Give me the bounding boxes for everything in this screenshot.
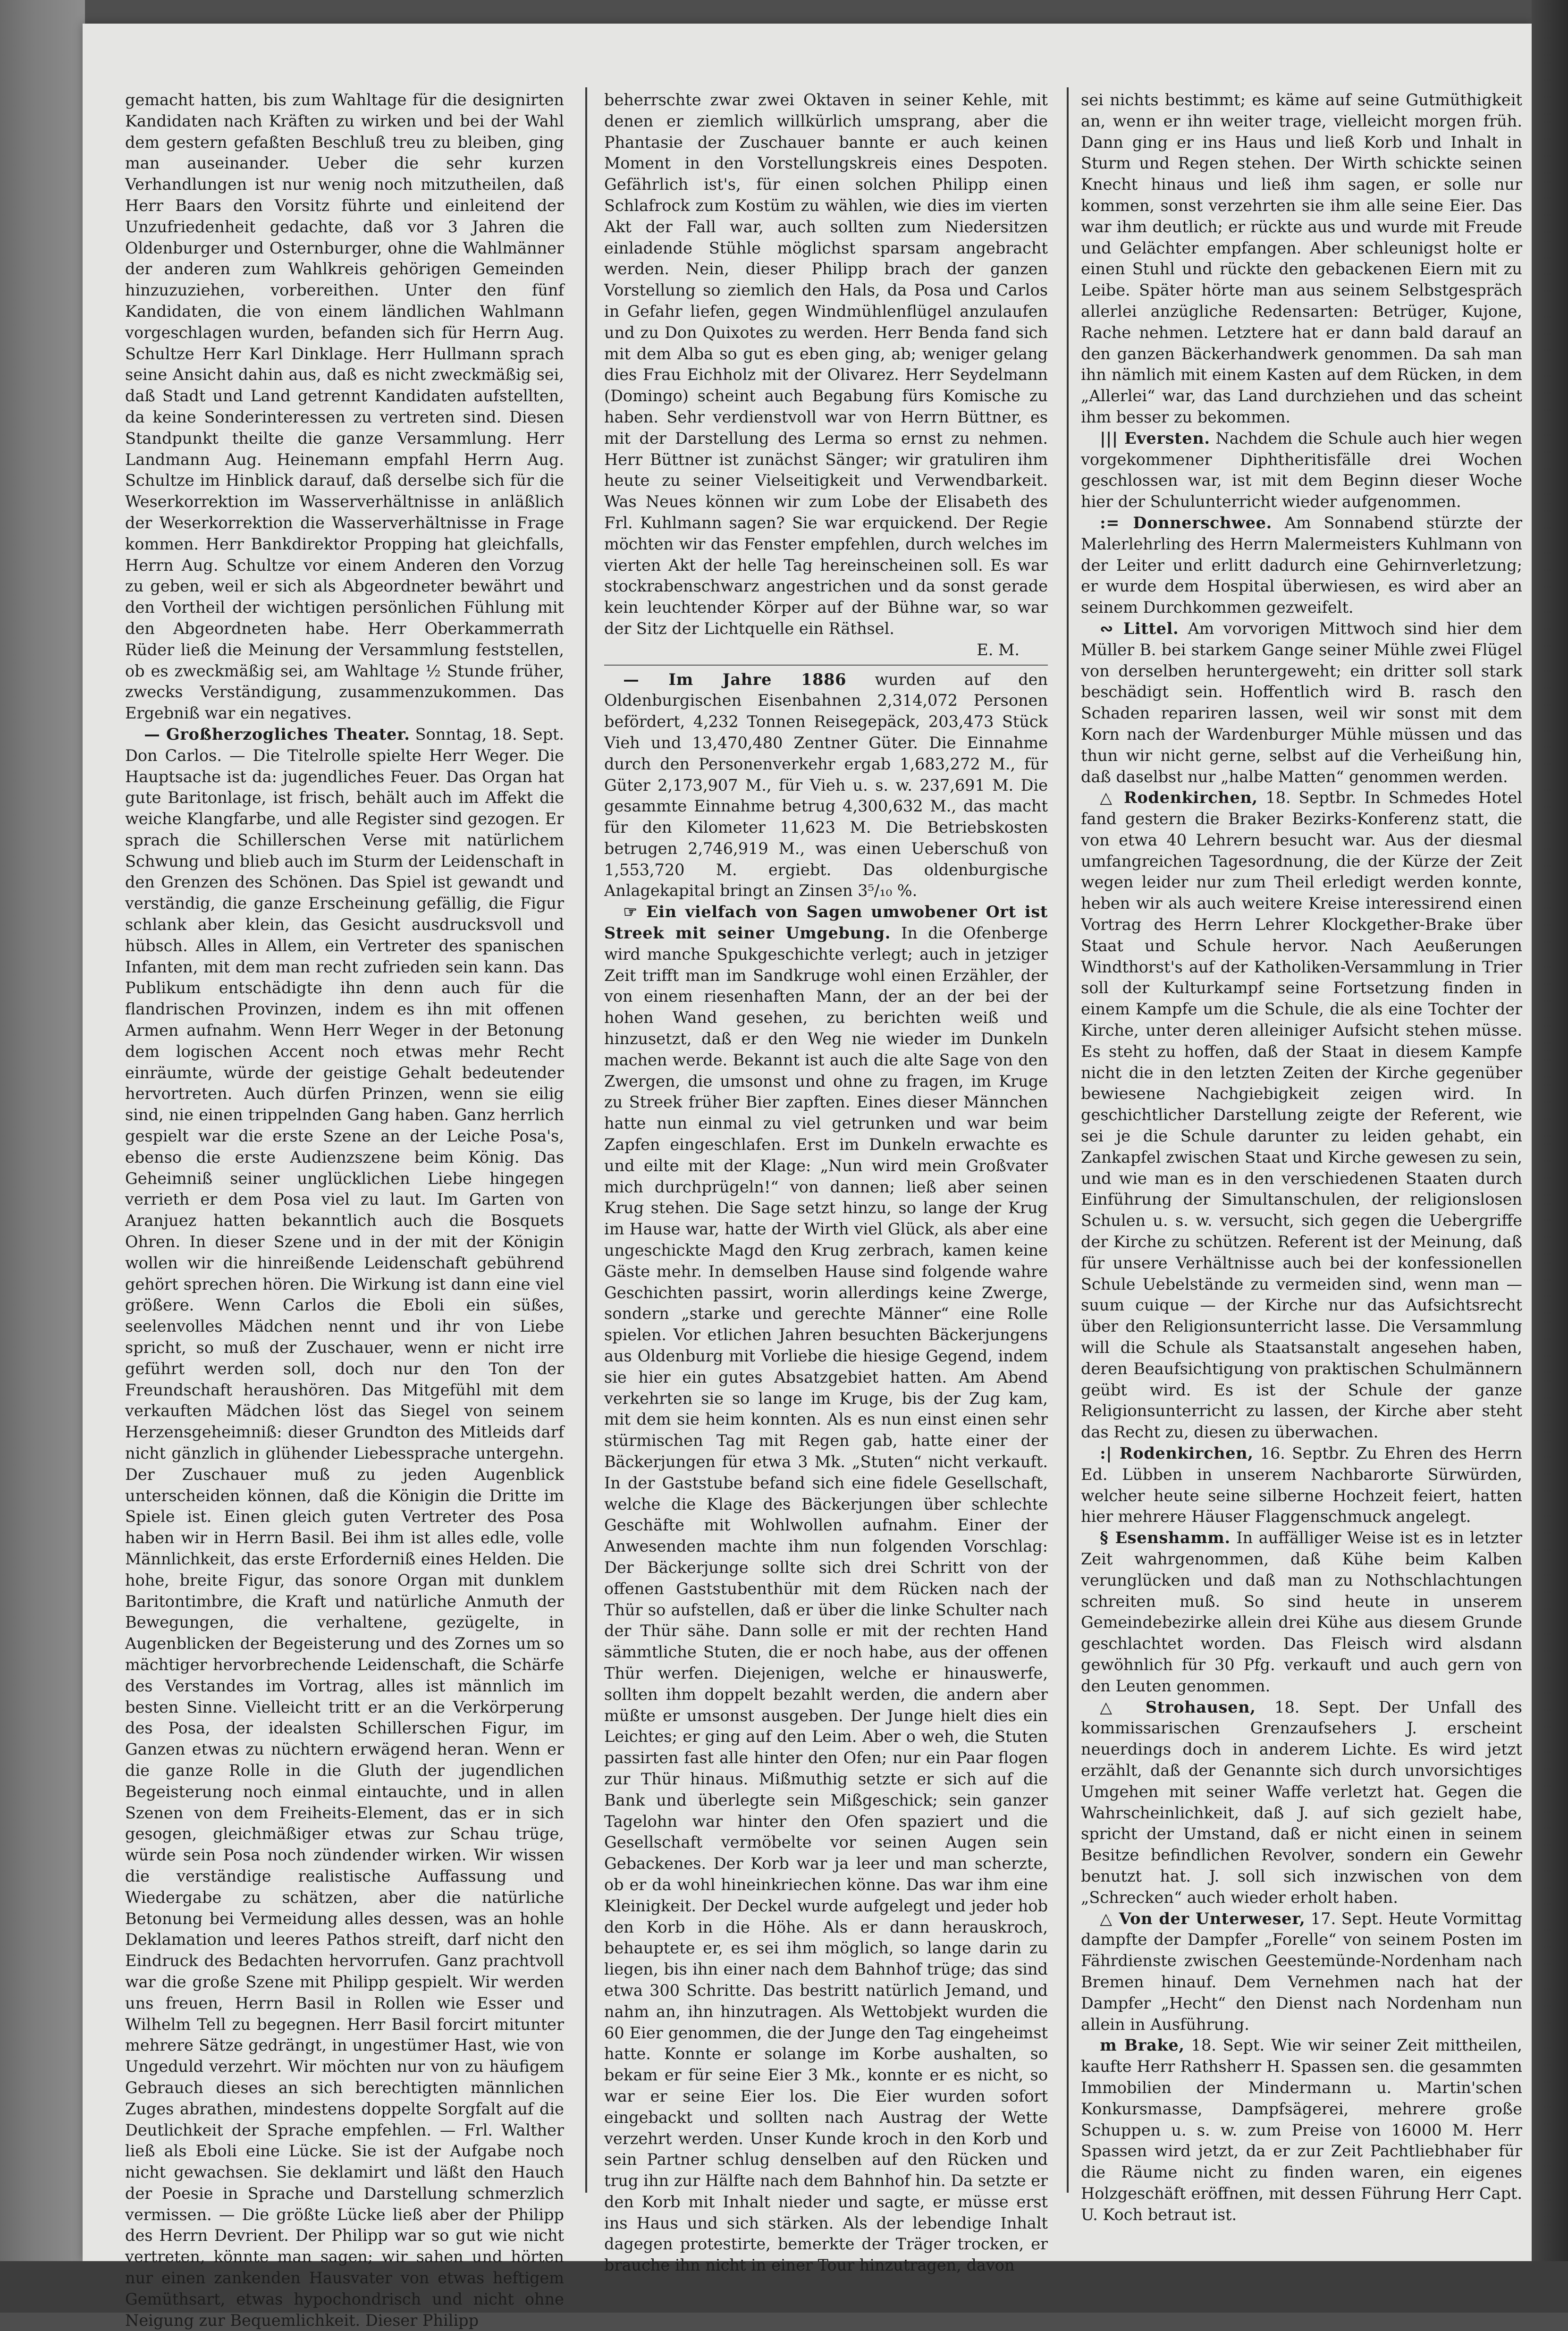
article-paragraph [604,669,1048,902]
article-body-text: beherrschte zwar zwei Oktaven in seiner Kehle, mit denen er ziemlich willkürlich umsprang, aber die Phantasie der Zuschauer bannte er auch keinen Moment in den Vorstellungskreis eines Despoten. Gefährlich ist's, für einen solchen Philipp einen Schlafrock zum Kostüm zu wählen, wie dies im vierten Akt der Fall war, auch sollten zum Niedersitzen einladende Stühle möglichst sparsam angebracht werden. Nein, dieser Philipp brach der ganzen Vorstellung so ziemlich den Hals, da Posa und Carlos in Gefahr liefen, gegen Windmühlenflügel anzulaufen und zu Don Quixotes zu werden. Herr Benda fand sich mit dem Alba so gut es eben ging, ab; weniger gelang dies Frau Eichholz mit der Olivarez. Herr Seydelmann (Domingo) scheint auch Begabung fürs Komische zu haben. Sehr verdienstvoll war von Herrn Büttner, es mit der Darstellung des Lerma so ernst zu nehmen. Herr Büttner ist zunächst Sänger; wir gratuliren ihm heute zu seiner Vielseitigkeit und Verwendbarkeit. Was Neues können wir zum Lobe der Elisabeth des Frl. Kuhlmann sagen? Sie war erquickend. Der Regie möchten wir das Fenster empfehlen, durch welches im vierten Akt der helle Tag hereinscheinen soll. Es war stockrabenschwarz angestrichen und da sonst gerade kein leuchtender Körper auf der Bühne war, so war der Sitz der Lichtquelle ein Räthsel. [604,91,1048,638]
column-divider [585,87,587,2193]
text-column-right [1081,90,1522,2233]
article-heading: — Großherzogliches Theater. [144,725,410,743]
article-paragraph [604,90,1048,640]
scan-background-right [1532,0,1568,2313]
article-body-text: 18. Septbr. In Schmedes Hotel fand gestern die Braker Bezirks-Konferenz statt, die von etwa 40 Lehrern besucht war. Aus der diesmal umfangreichen Tagesordnung, die der Kürze der Zeit wegen leider nur zum Theil erledigt werden konnte, heben wir als auch weitere Kreise interessirend einen Vortrag des Herrn Lehrer Klockgether-Brake über Staat und Schule hervor. Nach Aeußerungen Windthorst's auf der Katholiken-Versammlung in Trier soll der Kulturkampf seine Fortsetzung finden in einem Kampfe um die Schule, die als eine Tochter der Kirche, unter deren alleiniger Aufsicht stehen müsse. Es steht zu hoffen, daß der Staat in diesem Kampfe nicht die in den letzten Zeiten der Kirche gegenüber bewiesene Nachgiebigkeit zeigen wird. In geschichtlicher Darstellung zeigte der Referent, wie sei je die Schule darunter zu leiden gehabt, ein Zankapfel zwischen Staat und Kirche gewesen zu sein, und wie man es in den verschiedenen Staaten durch Einführung der Simultanschulen, der religionslosen Schulen u. s. w. versucht, sich gegen die Uebergriffe der Kirche zu schützen. Referent ist der Meinung, daß für unsere Verhältnisse auch bei der konfessionellen Schule Uebelstände zu vermeiden sind, wenn man — suum cuique — der Kirche nur das Aufsichtsrecht über den Religionsunterricht lasse. Die Versammlung will die Schule als Staatsanstalt angesehen haben, deren Beaufsichtigung von praktischen Schulmännern geübt wird. Es ist der Schule der ganze Religionsunterricht zu lassen, der Kirche aber steht das Recht zu, diesen zu überwachen. [1081,788,1522,1442]
article-paragraph [1081,90,1522,428]
scan-background-left [0,0,85,2313]
article-heading: ||| Eversten. [1100,429,1210,448]
article-heading: ☞ Ein vielfach von Sagen umwobener Ort ist Streek mit seiner Umgebung. [604,903,1048,943]
article-paragraph [1081,2035,1522,2225]
article-body-text: wurden auf den Oldenburgischen Eisenbahnen 2,314,072 Personen befördert, 4,232 Tonnen Reisegepäck, 203,473 Stück Vieh und 13,470,480 Zentner Güter. Die Einnahme durch den Personenverkehr ergab 1,683,272 M., für Güter 2,173,907 M., für Vieh u. s. w. 237,691 M. Die gesammte Einnahme betrug 4,300,632 M., das macht für den Kilometer 11,623 M. Die Betriebskosten betrugen 2,746,919 M., was einen Ueberschuß von 1,553,720 M. ergiebt. Das oldenburgische Anlagekapital bringt an Zinsen 3⁵/₁₀ %. [604,670,1048,900]
article-heading: △ Strohausen, [1100,1698,1256,1716]
author-signature: E. M. [977,640,1020,659]
article-paragraph [125,90,564,724]
article-heading: △ Rodenkirchen, [1100,788,1258,807]
article-body-text: Nachdem die Schule auch hier wegen vorgekommener Diphtheritisfälle drei Wochen geschlossen war, ist mit dem Beginn dieser Woche hier der Schulunterricht wieder aufgenommen. [1081,429,1523,511]
article-body-text: 16. Septbr. Zu Ehren des Herrn Ed. Lübben in unserem Nachbarorte Sürwürden, welcher heute seine silberne Hochzeit feiert, hatten hier mehrere Häuser Flaggenschmuck angelegt. [1081,1444,1522,1526]
text-column-middle [604,90,1048,2275]
article-paragraph [604,902,1048,2276]
article-heading: △ Von der Unterweser, [1100,1909,1306,1928]
article-heading: m Brake, [1100,2036,1185,2055]
article-paragraph [1081,428,1522,513]
text-column-left [125,90,564,2330]
article-paragraph [1081,1443,1522,1528]
article-body-text: Am Sonnabend stürzte der Malerlehrling des Herrn Malermeisters Kuhlmann von der Leiter und erlitt dadurch eine Gehirnverletzung; er wurde dem Hospital überwiesen, es wird aber an seinem Durchkommen gezweifelt. [1081,513,1522,617]
article-body-text: In die Ofenberge wird manche Spukgeschichte verlegt; auch in jetziger Zeit trifft man im Sandkruge wohl einen Erzähler, der von einem riesenhaften Mann, der an der bei der hohen Wand gesehen, zu berichten weiß und hinzusetzt, daß er den Weg nie wieder im Dunkeln machen werde. Bekannt ist auch die alte Sage von den Zwergen, die umsonst und ohne zu fragen, im Kruge zu Streek früher Bier zapften. Eines dieser Männchen hatte nun einmal zu viel getrunken und war beim Zapfen eingeschlafen. Erst im Dunkeln erwachte es und eilte mit der Klage: „Nun wird mein Großvater mich durchprügeln!“ von dannen; ließ aber seinen Krug stehen. Die Sage setzt hinzu, so lange der Krug im Hause war, hatte der Wirth viel Glück, als aber eine ungeschickte Magd den Krug zerbrach, kamen keine Gäste mehr. In demselben Hause sind folgende wahre Geschichten passirt, worin allerdings keine Zwerge, sondern „starke und gerechte Männer“ eine Rolle spielen. Vor etlichen Jahren besuchten Bäckerjungens aus Oldenburg mit Vorliebe die hiesige Gegend, indem sie hier ein gutes Absatzgebiet hatten. Am Abend verkehrten sie so lange im Kruge, bis der Zug kam, mit dem sie heim konnten. Als es nun einst einen sehr stürmischen Tag mit Regen gab, hatte einer der Bäckerjungen für etwa 3 Mk. „Stuten“ nicht verkauft. In der Gaststube befand sich eine fidele Gesellschaft, welche die Klage des Bäckerjungen über schlechte Geschäfte mit Wohlwollen aufnahm. Einer der Anwesenden machte ihm nun folgenden Vorschlag: Der Bäckerjunge sollte sich drei Schritt von der offenen Gaststubenthür mit dem Rücken nach der Thür so aufstellen, daß er über die linke Schulter nach der Thür sähe. Dann solle er mit der rechten Hand sämmtliche Stuten, die er noch habe, aus der offenen Thür werfen. Diejenigen, welche er hinauswerfe, sollten ihm doppelt bezahlt werden, die andern aber müßte er umsonst ausgeben. Der Junge hielt dies ein Leichtes; er ging auf den Leim. Aber o weh, die Stuten passirten fast alle hinter den Ofen; nur ein Paar flogen zur Thür hinaus. Mißmuthig setzte er sich auf die Bank und überlegte sein Mißgeschick; sein ganzer Tagelohn war hinter den Ofen spaziert und die Gesellschaft vermöbelte vor seinen Augen sein Gebackenes. Der Korb war ja leer und man scherzte, ob er da wohl hineinkriechen könne. Das war ihm eine Kleinigkeit. Der Deckel wurde aufgelegt und jeder hob den Korb in die Höhe. Als er dann herauskroch, behauptete er, es sei ihm möglich, so lange darin zu liegen, bis ihn einer nach dem Bahnhof trüge; das sind etwa 300 Schritte. Das bestritt natürlich Jemand, und nahm an, ihn hinzutragen. Als Wettobjekt wurden die 60 Eier genommen, die der Junge den Tag eingeheimst hatte. Konnte er solange im Korbe aushalten, so bekam er für seine Eier 3 Mk., konnte er es nicht, so war er seine Eier los. Die Eier wurden sofort eingebackt und sollten nach Austrag der Wette verzehrt werden. Unser Kunde kroch in den Korb und sein Partner schlug denselben auf den Rücken und trug ihn zur Hälfte nach dem Bahnhof hin. Da setzte er den Korb mit Inhalt nieder und sagte, er müsse erst ins Haus und sich stärken. Als der lebendige Inhalt dagegen protestirte, bemerkte der Träger trocken, er brauche ihn nicht in einer Tour hinzutragen, davon [604,924,1048,2275]
article-body-text: Am vorvorigen Mittwoch sind hier dem Müller B. bei starkem Gange seiner Mühle zwei Flügel von derselben heruntergeweht; ein dritter soll stark beschädigt sein. Hoffentlich wird B. rasch den Schaden repariren lassen, weil wir sonst mit dem Korn nach der Wardenburger Mühle müssen und das thun wir nicht gerne, selbst auf die Verheißung hin, daß daselbst nur „halbe Matten“ genommen werden. [1081,619,1522,786]
article-heading: ∾ Littel. [1100,619,1179,638]
article-paragraph [125,724,564,2331]
article-body-text: 18. Sept. Der Unfall des kommissarischen Grenzaufsehers J. erscheint neuerdings doch in anderem Lichte. Es wird jetzt erzählt, daß der Genannte sich durch unvorsichtiges Umgehen mit seiner Waffe verletzt hat. Gegen die Wahrscheinlichkeit, daß J. auf sich gezielt habe, spricht der Umstand, daß er nicht einen in seinem Besitze befindlichen Revolver, sondern ein Gewehr benutzt hat. J. soll sich inzwischen von dem „Schrecken“ auch wieder erholt haben. [1081,1698,1522,1907]
article-heading: :| Rodenkirchen, [1100,1444,1254,1462]
article-paragraph [1081,618,1522,787]
article-body-text: Sonntag, 18. Sept. Don Carlos. — Die Titelrolle spielte Herr Weger. Die Hauptsache ist da: jugendliches Feuer. Das Organ hat gute Baritonlage, ist frisch, behält auch im Affekt die weiche Klangfarbe, und alle Register sind gezogen. Er sprach die Schillerschen Verse mit natürlichem Schwung und blieb auch im Sturm der Leidenschaft in den Grenzen des Schönen. Das Spiel ist gewandt und verständig, die ganze Erscheinung gefällig, die Figur schlank aber klein, das Gesicht ausdrucksvoll und hübsch. Alles in Allem, ein Vertreter des spanischen Infanten, mit dem man recht zufrieden sein kann. Das Publikum entschädigte ihn denn auch für die flandrischen Provinzen, indem es ihn mit offenen Armen aufnahm. Wenn Herr Weger in der Betonung dem logischen Accent noch etwas mehr Recht einräumte, würde der geistige Gehalt bedeutender hervortreten. Auch dürfen Prinzen, wenn sie eilig sind, nie einen trippelnden Gang haben. Ganz herrlich gespielt war die erste Szene an der Leiche Posa's, ebenso die erste Audienzszene beim König. Das Geheimniß seiner unglücklichen Liebe hingegen verrieth er dem Posa viel zu laut. Im Garten von Aranjuez hatten bekanntlich auch die Bosquets Ohren. In dieser Szene und in der mit der Königin wollen wir die hinreißende Leidenschaft gebührend gehört sprechen hören. Die Wirkung ist dann eine viel größere. Wenn Carlos die Eboli ein süßes, seelenvolles Mädchen nennt und ihr von Liebe spricht, so muß der Zuschauer, wenn er nicht irre geführt werden soll, doch nur den Ton der Freundschaft heraushören. Das Mitgefühl mit dem verkauften Mädchen löst das Siegel von seinem Herzensgeheimniß: dieser Grundton des Mitleids darf nicht gänzlich in glühender Liebessprache untergehn. Der Zuschauer muß zu jeden Augenblick unterscheiden können, daß die Königin die Dritte im Spiele ist. Einen gleich guten Vertreter des Posa haben wir in Herrn Basil. Bei ihm ist alles edle, volle Männlichkeit, das erste Erforderniß eines Helden. Die hohe, breite Figur, das sonore Organ mit dunklem Baritontimbre, die Kraft und natürliche Anmuth der Bewegungen, die verhaltene, gezügelte, in Augenblicken der Begeisterung und des Zornes um so mächtiger hervorbrechende Leidenschaft, die Schärfe des Verstandes im Vortrag, alles ist männlich im besten Sinne. Vielleicht tritt er an die Verkörperung des Posa, der idealsten Schillerschen Figur, im Ganzen etwas zu nüchtern erwägend heran. Wenn er die ganze Rolle in die Gluth der jugendlichen Begeisterung noch einmal eintauchte, und in allen Szenen von dem Freiheits-Element, das er in sich gesogen, gleichmäßiger etwas zur Schau trüge, würde sein Posa noch zündender wirken. Wir wissen die verständige realistische Auffassung und Wiedergabe zu schätzen, aber die natürliche Betonung bei Vermeidung alles dessen, was an hohle Deklamation und leeres Pathos streift, darf nicht den Eindruck des Bedachten hervorrufen. Ganz prachtvoll war die große Szene mit Philipp gespielt. Wir werden uns freuen, Herrn Basil in Rollen wie Esser und Wilhelm Tell zu begegnen. Herr Basil forcirt mitunter mehrere Sätze gedrängt, in ungestümer Hast, wie von Ungeduld verzehrt. Wir möchten nur von zu häufigem Gebrauch dieses an sich berechtigten männlichen Zuges abrathen, mindestens doppelte Sorgfalt auf die Deutlichkeit der Sprache empfehlen. — Frl. Walther ließ als Eboli eine Lücke. Sie ist der Aufgabe noch nicht gewachsen. Sie deklamirt und läßt den Hauch der Poesie in Sprache und Darstellung schmerzlich vermissen. — Die größte Lücke ließ aber der Philipp des Herrn Devrient. Der Philipp war so gut wie nicht vertreten, könnte man sagen; wir sahen und hörten nur einen zankenden Hausvater von etwas heftigem Gemüthsart, etwas hypochondrisch und nicht ohne Neigung zur Bequemlichkeit. Dieser Philipp [125,725,564,2330]
article-body-text: 17. Sept. Heute Vormittag dampfte der Dampfer „Forelle“ von seinem Posten im Fährdienste zwischen Geestemünde-Nordenham nach Bremen hinauf. Dem Vernehmen nach hat der Dampfer „Hecht“ den Dienst nach Nordenham nun allein in Ausführung. [1081,1909,1522,2034]
article-heading: § Esenshamm. [1100,1529,1231,1547]
article-paragraph [1081,513,1522,618]
article-paragraph [1081,1697,1522,1909]
section-separator [604,665,1048,666]
article-body-text: gemacht hatten, bis zum Wahltage für die designirten Kandidaten nach Kräften zu wirken und bei der Wahl dem gestern gefaßten Beschluß treu zu bleiben, ging man auseinander. Ueber die sehr kurzen Verhandlungen ist nur wenig noch mitzutheilen, daß Herr Baars den Vorsitz führte und einleitend der Unzufriedenheit gedachte, daß vor 3 Jahren die Oldenburger und Osternburger, ohne die Wahlmänner der anderen zum Wahlkreis gehörigen Gemeinden hinzuzuziehen, vorbereithen. Unter den fünf Kandidaten, die von einem ländlichen Wahlmann vorgeschlagen wurden, befanden sich für Herrn Aug. Schultze Herr Karl Dinklage. Herr Hullmann sprach seine Ansicht dahin aus, daß es nicht zweckmäßig sei, daß Stadt und Land getrennt Kandidaten aufstellten, da keine Sonderinteressen zu vertreten sind. Diesen Standpunkt theilte die ganze Versammlung. Herr Landmann Aug. Heinemann empfahl Herrn Aug. Schultze im Hinblick darauf, daß derselbe sich für die Weserkorrektion im Wasserverhältnisse in anläßlich der Weserkorrektion die Wasserverhältnisse in Frage kommen. Herr Bankdirektor Propping hat gleichfalls, Herrn Aug. Schultze vor einem Anderen den Vorzug zu geben, weil er sich als Abgeordneter bewährt und den Vortheil der wichtigen persönlichen Fühlung mit den Abgeordneten habe. Herr Oberkammerrath Rüder ließ die Meinung der Versammlung feststellen, ob es zweckmäßig sei, am Wahltage ½ Stunde früher, zwecks Verständigung, zusammenzukommen. Das Ergebniß war ein negatives. [125,91,564,723]
article-heading: := Donnerschwee. [1100,513,1272,532]
article-body-text: sei nichts bestimmt; es käme auf seine Gutmüthigkeit an, wenn er ihn weiter trage, vielleicht morgen früh. Dann ging er ins Haus und ließ Korb und Inhalt in Sturm und Regen stehen. Der Wirth schickte seinen Knecht hinaus und ließ ihm sagen, er solle nur kommen, sonst verzehrten sie ihm alle seine Eier. Das war ihm deutlich; er rückte aus und wurde mit Freude und Gelächter empfangen. Aber schleunigst holte er einen Stuhl und rückte den gebackenen Eiern mit zu Leibe. Später hörte man aus seinem Selbstgespräch allerlei anzügliche Redensarten: Betrüger, Kujone, Rache nehmen. Letztere hat er dann bald darauf an den ganzen Bäckerhandwerk genommen. Da sah man ihn nämlich mit einem Kasten auf dem Rücken, in dem „Allerlei“ war, das Land durchziehen und das scheint ihm besser zu bekommen. [1081,91,1522,426]
article-paragraph [1081,1909,1522,2035]
article-paragraph [1081,1528,1522,1697]
article-heading: — Im Jahre 1886 [623,670,847,689]
article-body-text: In auffälliger Weise ist es in letzter Zeit wahrgenommen, daß Kühe beim Kalben verunglücken und daß man zu Nothschlachtungen schreiten muß. So sind heute in unserem Gemeindebezirke allein drei Kühe aus diesem Grunde geschlachtet worden. Das Fleisch wird alsdann gewöhnlich für 30 Pfg. verkauft und auch gern von den Leuten genommen. [1081,1529,1523,1695]
column-divider [1067,87,1069,2193]
article-paragraph [1081,787,1522,1443]
article-body-text: 18. Sept. Wie wir seiner Zeit mittheilen, kaufte Herr Rathsherr H. Spassen sen. die gesammten Immobilien der Mindermann u. Martin'schen Konkursmasse, Dampfsägerei, mehrere große Schuppen u. s. w. zum Preise von 16000 M. Herr Spassen wird jetzt, da er zur Zeit Pachtliebhaber für die Räume nicht zu finden waren, ein eigenes Holzgeschäft eröffnen, mit dessen Führung Herr Capt. U. Koch betraut ist. [1081,2036,1523,2224]
